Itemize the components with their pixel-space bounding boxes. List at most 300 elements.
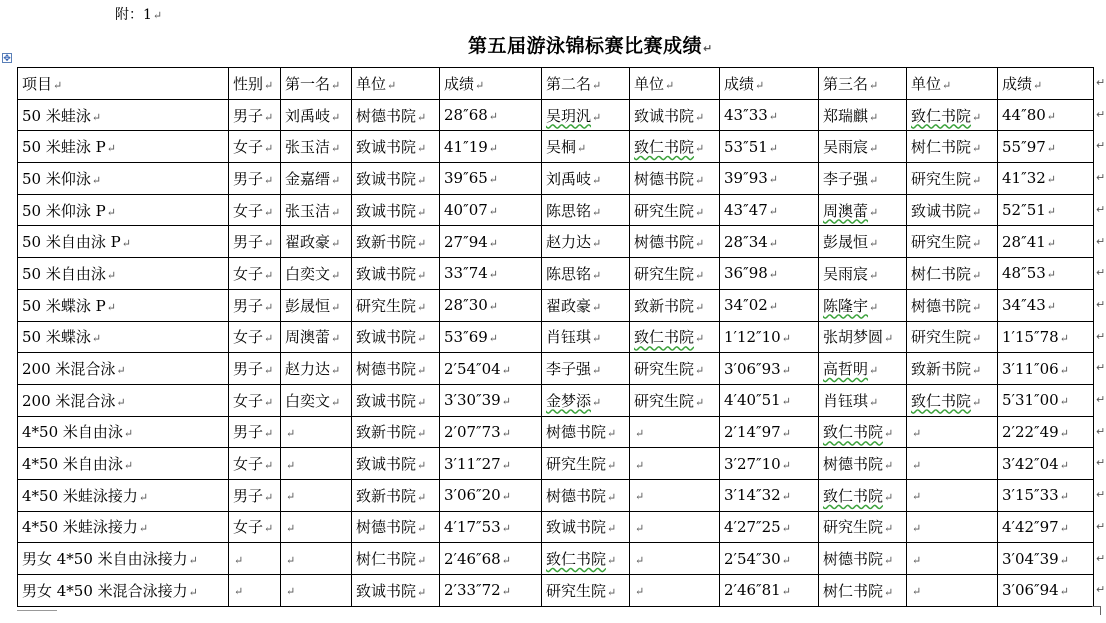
table-cell[interactable] bbox=[630, 321, 720, 353]
table-cell[interactable] bbox=[542, 543, 630, 575]
table-cell[interactable] bbox=[542, 353, 630, 385]
cell-end-mark: ↵ bbox=[234, 553, 244, 567]
cell-text: 树德书院 bbox=[356, 360, 417, 379]
cell-end-mark: ↵ bbox=[264, 78, 274, 92]
table-cell[interactable] bbox=[542, 479, 630, 511]
table-cell[interactable] bbox=[819, 321, 907, 353]
cell-text: 36″98 bbox=[724, 264, 768, 283]
cell-end-mark: ↵ bbox=[488, 173, 498, 187]
table-cell[interactable] bbox=[229, 258, 281, 290]
table-cell[interactable] bbox=[542, 289, 630, 321]
table-cell[interactable] bbox=[352, 448, 440, 480]
table-cell[interactable] bbox=[998, 321, 1094, 353]
table-cell[interactable] bbox=[229, 384, 281, 416]
cell-end-mark: ↵ bbox=[869, 395, 879, 409]
table-cell[interactable] bbox=[229, 321, 281, 353]
table-cell[interactable] bbox=[630, 131, 720, 163]
table-cell[interactable] bbox=[630, 226, 720, 258]
table-cell[interactable] bbox=[18, 163, 229, 195]
cell-text: 41″19 bbox=[444, 137, 488, 156]
cell-text: 彭晟恒 bbox=[823, 233, 869, 252]
cell-end-mark: ↵ bbox=[331, 268, 341, 282]
table-cell[interactable] bbox=[281, 289, 352, 321]
cell-text: 28″30 bbox=[444, 296, 488, 315]
table-cell[interactable] bbox=[542, 131, 630, 163]
cell-text: 女子 bbox=[233, 138, 264, 157]
row-end-mark: ↵ bbox=[1096, 583, 1106, 597]
cell-end-mark: ↵ bbox=[417, 554, 427, 568]
table-cell[interactable] bbox=[819, 448, 907, 480]
cell-text: 女子 bbox=[233, 201, 264, 220]
table-cell[interactable] bbox=[352, 163, 440, 195]
table-cell[interactable] bbox=[229, 416, 281, 448]
table-cell[interactable] bbox=[819, 353, 907, 385]
cell-text: 2′54″30 bbox=[724, 549, 781, 568]
cell-text: 1′12″10 bbox=[724, 327, 781, 346]
table-cell[interactable] bbox=[720, 448, 819, 480]
cell-end-mark: ↵ bbox=[607, 427, 617, 441]
row-end-mark: ↵ bbox=[1096, 76, 1106, 89]
table-cell[interactable] bbox=[281, 448, 352, 480]
table-cell[interactable] bbox=[440, 194, 542, 226]
table-cell[interactable] bbox=[440, 479, 542, 511]
table-cell[interactable] bbox=[819, 131, 907, 163]
table-cell[interactable] bbox=[18, 448, 229, 480]
cell-end-mark: ↵ bbox=[116, 364, 126, 378]
table-cell[interactable] bbox=[907, 575, 998, 607]
table-row bbox=[18, 131, 1094, 163]
cell-end-mark: ↵ bbox=[884, 427, 894, 441]
row-end-mark: ↵ bbox=[1096, 361, 1106, 375]
table-cell[interactable] bbox=[440, 448, 542, 480]
header-cell[interactable] bbox=[819, 68, 907, 100]
cell-end-mark: ↵ bbox=[972, 237, 982, 251]
table-cell[interactable] bbox=[907, 99, 998, 131]
cell-text: 2′14″97 bbox=[724, 422, 781, 441]
table-cell[interactable] bbox=[907, 321, 998, 353]
table-cell[interactable] bbox=[440, 353, 542, 385]
table-cell[interactable] bbox=[819, 289, 907, 321]
table-cell[interactable] bbox=[630, 543, 720, 575]
table-cell[interactable] bbox=[352, 384, 440, 416]
table-cell[interactable] bbox=[18, 321, 229, 353]
cell-end-mark: ↵ bbox=[264, 522, 274, 536]
table-row bbox=[18, 163, 1094, 195]
table-cell[interactable] bbox=[18, 289, 229, 321]
table-resize-handle[interactable] bbox=[1092, 606, 1101, 615]
table-cell[interactable] bbox=[440, 416, 542, 448]
table-cell[interactable] bbox=[542, 194, 630, 226]
table-cell[interactable] bbox=[630, 258, 720, 290]
table-cell[interactable] bbox=[819, 384, 907, 416]
cell-end-mark: ↵ bbox=[607, 554, 617, 568]
cell-text: 5′31″00 bbox=[1002, 391, 1059, 410]
table-cell[interactable] bbox=[998, 416, 1094, 448]
cell-text: 50 米蛙泳 bbox=[22, 106, 91, 125]
header-cell[interactable] bbox=[440, 68, 542, 100]
table-cell[interactable] bbox=[542, 226, 630, 258]
cell-end-mark: ↵ bbox=[501, 521, 511, 535]
cell-end-mark: ↵ bbox=[884, 554, 894, 568]
table-cell[interactable] bbox=[229, 131, 281, 163]
table-cell[interactable] bbox=[18, 543, 229, 575]
table-cell[interactable] bbox=[352, 194, 440, 226]
cell-text: 44″80 bbox=[1002, 106, 1046, 125]
table-move-handle-icon[interactable]: ✥ bbox=[3, 54, 11, 64]
cell-end-mark: ↵ bbox=[417, 522, 427, 536]
table-cell[interactable] bbox=[907, 194, 998, 226]
table-cell[interactable] bbox=[720, 575, 819, 607]
table-cell[interactable] bbox=[998, 543, 1094, 575]
table-cell[interactable] bbox=[907, 258, 998, 290]
table-cell[interactable] bbox=[440, 543, 542, 575]
table-cell[interactable] bbox=[18, 194, 229, 226]
table-cell[interactable] bbox=[630, 289, 720, 321]
table-cell[interactable] bbox=[542, 448, 630, 480]
cell-end-mark: ↵ bbox=[781, 426, 791, 440]
header-cell[interactable] bbox=[720, 68, 819, 100]
table-cell[interactable] bbox=[18, 575, 229, 607]
table-cell[interactable] bbox=[630, 163, 720, 195]
cell-text: 吴桐 bbox=[546, 138, 577, 157]
table-cell[interactable] bbox=[281, 99, 352, 131]
table-cell[interactable] bbox=[819, 194, 907, 226]
table-cell[interactable] bbox=[720, 258, 819, 290]
cell-end-mark: ↵ bbox=[768, 300, 778, 314]
header-cell[interactable] bbox=[542, 68, 630, 100]
table-cell[interactable] bbox=[720, 384, 819, 416]
table-cell[interactable] bbox=[281, 353, 352, 385]
table-cell[interactable] bbox=[630, 448, 720, 480]
table-cell[interactable] bbox=[907, 131, 998, 163]
table-cell[interactable] bbox=[281, 543, 352, 575]
cell-end-mark: ↵ bbox=[577, 142, 587, 156]
table-cell[interactable] bbox=[907, 479, 998, 511]
cell-end-mark: ↵ bbox=[869, 173, 879, 187]
table-cell[interactable] bbox=[352, 258, 440, 290]
table-cell[interactable] bbox=[907, 353, 998, 385]
cell-end-mark: ↵ bbox=[768, 205, 778, 219]
table-cell[interactable] bbox=[998, 99, 1094, 131]
table-cell[interactable] bbox=[229, 543, 281, 575]
header-cell[interactable] bbox=[998, 68, 1094, 100]
cell-text: 34″43 bbox=[1002, 296, 1046, 315]
table-cell[interactable] bbox=[998, 575, 1094, 607]
table-cell[interactable] bbox=[542, 163, 630, 195]
cell-text: 树德书院 bbox=[823, 550, 884, 569]
table-cell[interactable] bbox=[440, 226, 542, 258]
table-cell[interactable] bbox=[440, 99, 542, 131]
table-cell[interactable] bbox=[819, 575, 907, 607]
table-cell[interactable] bbox=[720, 353, 819, 385]
table-cell[interactable] bbox=[18, 416, 229, 448]
table-cell[interactable] bbox=[998, 289, 1094, 321]
cell-end-mark: ↵ bbox=[607, 585, 617, 599]
table-cell[interactable] bbox=[281, 575, 352, 607]
table-cell[interactable] bbox=[998, 448, 1094, 480]
cell-end-mark: ↵ bbox=[188, 554, 198, 568]
table-cell[interactable] bbox=[542, 511, 630, 543]
table-cell[interactable] bbox=[352, 479, 440, 511]
cell-text: 刘禹岐 bbox=[546, 169, 592, 188]
table-cell[interactable] bbox=[229, 289, 281, 321]
cell-end-mark: ↵ bbox=[1059, 521, 1069, 535]
table-cell[interactable] bbox=[630, 511, 720, 543]
table-cell[interactable] bbox=[352, 353, 440, 385]
table-cell[interactable] bbox=[352, 131, 440, 163]
table-cell[interactable] bbox=[281, 511, 352, 543]
cell-text: 研究生院 bbox=[546, 455, 607, 474]
cell-text: 50 米蛙泳 P bbox=[22, 138, 106, 157]
cell-end-mark: ↵ bbox=[695, 142, 705, 156]
cell-end-mark: ↵ bbox=[331, 78, 341, 92]
table-cell[interactable] bbox=[440, 511, 542, 543]
table-cell[interactable] bbox=[352, 575, 440, 607]
table-cell[interactable] bbox=[720, 543, 819, 575]
table-cell[interactable] bbox=[229, 479, 281, 511]
table-cell[interactable] bbox=[352, 321, 440, 353]
table-cell[interactable] bbox=[998, 131, 1094, 163]
table-cell[interactable] bbox=[440, 384, 542, 416]
table-cell[interactable] bbox=[229, 448, 281, 480]
table-cell[interactable] bbox=[229, 99, 281, 131]
table-cell[interactable] bbox=[819, 99, 907, 131]
table-cell[interactable] bbox=[720, 194, 819, 226]
header-cell[interactable] bbox=[630, 68, 720, 100]
table-cell[interactable] bbox=[229, 511, 281, 543]
table-cell[interactable] bbox=[352, 416, 440, 448]
table-cell[interactable] bbox=[819, 543, 907, 575]
cell-end-mark: ↵ bbox=[417, 490, 427, 504]
cell-end-mark: ↵ bbox=[1059, 553, 1069, 567]
table-cell[interactable] bbox=[18, 226, 229, 258]
cell-text: 致新书院 bbox=[356, 486, 417, 505]
cell-text: 致诚书院 bbox=[356, 138, 417, 157]
table-cell[interactable] bbox=[542, 99, 630, 131]
table-cell[interactable] bbox=[281, 384, 352, 416]
cell-text: 研究生院 bbox=[634, 391, 695, 410]
cell-end-mark: ↵ bbox=[695, 110, 705, 124]
cell-end-mark: ↵ bbox=[91, 332, 102, 346]
table-cell[interactable] bbox=[630, 194, 720, 226]
table-cell[interactable] bbox=[229, 194, 281, 226]
table-cell[interactable] bbox=[18, 258, 229, 290]
table-cell[interactable] bbox=[281, 479, 352, 511]
table-cell[interactable] bbox=[542, 384, 630, 416]
cell-end-mark: ↵ bbox=[264, 300, 274, 314]
table-cell[interactable] bbox=[352, 99, 440, 131]
table-row bbox=[18, 321, 1094, 353]
cell-text: 致诚书院 bbox=[356, 455, 417, 474]
table-cell[interactable] bbox=[998, 194, 1094, 226]
cell-text: 致诚书院 bbox=[634, 106, 695, 125]
cell-text: 张胡梦圆 bbox=[823, 328, 884, 347]
table-cell[interactable] bbox=[720, 226, 819, 258]
table-cell[interactable] bbox=[542, 321, 630, 353]
table-cell[interactable] bbox=[630, 479, 720, 511]
cell-end-mark: ↵ bbox=[695, 300, 705, 314]
table-cell[interactable] bbox=[229, 575, 281, 607]
table-cell[interactable] bbox=[440, 321, 542, 353]
cell-text: 2′46″68 bbox=[444, 549, 501, 568]
table-cell[interactable] bbox=[630, 353, 720, 385]
header-cell[interactable] bbox=[229, 68, 281, 100]
table-cell[interactable] bbox=[440, 131, 542, 163]
table-cell[interactable] bbox=[352, 511, 440, 543]
cell-end-mark: ↵ bbox=[884, 459, 894, 473]
cell-end-mark: ↵ bbox=[781, 585, 791, 599]
cell-text: 致诚书院 bbox=[546, 518, 607, 537]
table-cell[interactable] bbox=[440, 289, 542, 321]
table-cell[interactable] bbox=[720, 511, 819, 543]
cell-end-mark: ↵ bbox=[417, 459, 427, 473]
table-cell[interactable] bbox=[907, 448, 998, 480]
table-cell[interactable] bbox=[998, 384, 1094, 416]
table-cell[interactable] bbox=[907, 543, 998, 575]
table-cell[interactable] bbox=[907, 511, 998, 543]
cell-end-mark: ↵ bbox=[417, 585, 427, 599]
cell-end-mark: ↵ bbox=[972, 364, 982, 378]
table-cell[interactable] bbox=[229, 353, 281, 385]
cell-end-mark: ↵ bbox=[695, 205, 705, 219]
cell-text: 单位 bbox=[634, 74, 665, 93]
cell-end-mark: ↵ bbox=[1046, 236, 1056, 250]
table-cell[interactable] bbox=[18, 99, 229, 131]
cell-end-mark: ↵ bbox=[286, 490, 296, 504]
header-cell[interactable] bbox=[352, 68, 440, 100]
cell-end-mark: ↵ bbox=[501, 490, 511, 504]
table-cell[interactable] bbox=[720, 321, 819, 353]
table-cell[interactable] bbox=[720, 289, 819, 321]
table-cell[interactable] bbox=[720, 416, 819, 448]
table-cell[interactable] bbox=[18, 511, 229, 543]
table-cell[interactable] bbox=[819, 226, 907, 258]
table-cell[interactable] bbox=[998, 479, 1094, 511]
header-cell[interactable] bbox=[907, 68, 998, 100]
table-cell[interactable] bbox=[440, 258, 542, 290]
cell-end-mark: ↵ bbox=[768, 268, 778, 282]
annex-label: 附：1↵ bbox=[115, 7, 163, 23]
table-cell[interactable] bbox=[819, 258, 907, 290]
cell-end-mark: ↵ bbox=[331, 237, 341, 251]
cell-end-mark: ↵ bbox=[138, 490, 149, 504]
table-cell[interactable] bbox=[229, 226, 281, 258]
table-cell[interactable] bbox=[281, 416, 352, 448]
cell-end-mark: ↵ bbox=[138, 522, 149, 536]
table-cell[interactable] bbox=[281, 163, 352, 195]
cell-text: 50 米蝶泳 P bbox=[22, 296, 106, 315]
table-cell[interactable] bbox=[440, 575, 542, 607]
cell-text: 1′15″78 bbox=[1002, 327, 1059, 346]
table-cell[interactable] bbox=[907, 163, 998, 195]
cell-end-mark: ↵ bbox=[912, 490, 922, 504]
table-cell[interactable] bbox=[720, 479, 819, 511]
table-cell[interactable] bbox=[819, 511, 907, 543]
cell-end-mark: ↵ bbox=[417, 300, 427, 314]
cell-end-mark: ↵ bbox=[501, 426, 511, 440]
table-cell[interactable] bbox=[819, 163, 907, 195]
table-cell[interactable] bbox=[281, 131, 352, 163]
table-cell[interactable] bbox=[630, 99, 720, 131]
cell-text: 50 米自由泳 P bbox=[22, 233, 121, 252]
table-cell[interactable] bbox=[542, 575, 630, 607]
table-cell[interactable] bbox=[281, 226, 352, 258]
cell-end-mark: ↵ bbox=[264, 395, 274, 409]
table-cell[interactable] bbox=[907, 384, 998, 416]
cell-text: 第一名 bbox=[285, 74, 331, 93]
cell-end-mark: ↵ bbox=[234, 585, 244, 599]
table-cell[interactable] bbox=[18, 131, 229, 163]
table-cell[interactable] bbox=[281, 258, 352, 290]
table-cell[interactable] bbox=[630, 416, 720, 448]
table-cell[interactable] bbox=[720, 163, 819, 195]
cell-text: 白奕文 bbox=[285, 264, 331, 283]
table-cell[interactable] bbox=[440, 163, 542, 195]
cell-text: 研究生院 bbox=[634, 264, 695, 283]
table-cell[interactable] bbox=[18, 479, 229, 511]
table-cell[interactable] bbox=[907, 289, 998, 321]
cell-end-mark: ↵ bbox=[488, 110, 498, 124]
cell-end-mark: ↵ bbox=[695, 364, 705, 378]
table-cell[interactable] bbox=[998, 258, 1094, 290]
table-cell[interactable] bbox=[630, 384, 720, 416]
cell-text: 4′17″53 bbox=[444, 517, 501, 536]
cell-text: 43″33 bbox=[724, 106, 768, 125]
table-cell[interactable] bbox=[998, 353, 1094, 385]
cell-text: 致仁书院 bbox=[634, 328, 695, 347]
cell-end-mark: ↵ bbox=[592, 332, 602, 346]
page-corner-mark bbox=[17, 610, 57, 619]
cell-end-mark: ↵ bbox=[331, 205, 341, 219]
cell-end-mark: ↵ bbox=[635, 553, 645, 567]
table-cell[interactable] bbox=[542, 416, 630, 448]
cell-end-mark: ↵ bbox=[635, 426, 645, 440]
cell-end-mark: ↵ bbox=[695, 173, 705, 187]
table-cell[interactable] bbox=[998, 511, 1094, 543]
cell-end-mark: ↵ bbox=[972, 268, 982, 282]
table-cell[interactable] bbox=[819, 416, 907, 448]
cell-text: 树德书院 bbox=[546, 486, 607, 505]
cell-text: 3′14″32 bbox=[724, 486, 781, 505]
table-cell[interactable] bbox=[998, 226, 1094, 258]
table-cell[interactable] bbox=[907, 226, 998, 258]
header-cell[interactable] bbox=[281, 68, 352, 100]
table-cell[interactable] bbox=[542, 258, 630, 290]
row-end-mark: ↵ bbox=[1096, 297, 1106, 311]
cell-text: 4′27″25 bbox=[724, 517, 781, 536]
table-cell[interactable] bbox=[352, 226, 440, 258]
table-cell[interactable] bbox=[630, 575, 720, 607]
table-cell[interactable] bbox=[720, 99, 819, 131]
header-cell[interactable] bbox=[18, 68, 229, 100]
table-cell[interactable] bbox=[352, 543, 440, 575]
row-end-mark: ↵ bbox=[1096, 424, 1106, 438]
table-cell[interactable] bbox=[18, 384, 229, 416]
cell-text: 肖钰琪 bbox=[823, 391, 869, 410]
cell-text: 致仁书院 bbox=[823, 423, 884, 442]
table-cell[interactable] bbox=[281, 321, 352, 353]
table-cell[interactable] bbox=[907, 416, 998, 448]
table-cell[interactable] bbox=[998, 163, 1094, 195]
table-cell[interactable] bbox=[281, 194, 352, 226]
cell-text: 吴玥汎 bbox=[546, 106, 592, 125]
table-cell[interactable] bbox=[720, 131, 819, 163]
table-cell[interactable] bbox=[352, 289, 440, 321]
table-cell[interactable] bbox=[819, 479, 907, 511]
cell-text: 34″02 bbox=[724, 296, 768, 315]
table-cell[interactable] bbox=[18, 353, 229, 385]
table-cell[interactable] bbox=[229, 163, 281, 195]
